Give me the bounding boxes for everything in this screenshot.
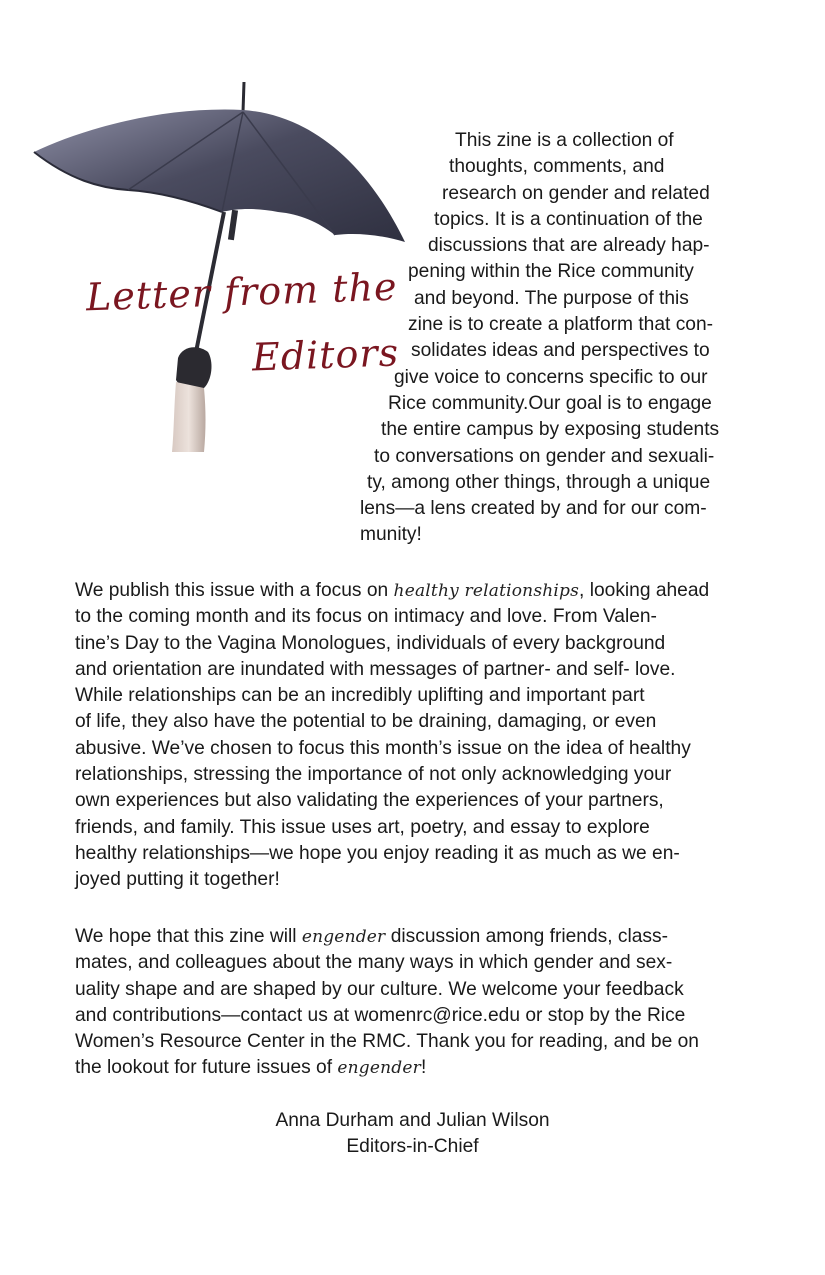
paragraph-line: friends, and family. This issue uses art, poetry, and essay to explore: [75, 816, 650, 838]
paragraph-line: While relationships can be an incredibly uplifting and important part: [75, 685, 645, 707]
intro-line: research on gender and related: [442, 182, 710, 204]
script-emphasis: engender: [337, 1058, 421, 1079]
intro-line: and beyond. The purpose of this: [414, 287, 689, 309]
paragraph-line: of life, they also have the potential to be draining, damaging, or even: [75, 711, 657, 733]
paragraph-line: We hope that this zine will engender discussion among friends, class-: [75, 926, 668, 947]
signature-block: [0, 1108, 825, 1161]
intro-line: Rice community.Our goal is to engage: [388, 392, 712, 414]
body-paragraph-2: [75, 924, 755, 1082]
intro-line: topics. It is a continuation of the: [434, 208, 703, 230]
intro-line: This zine is a collection of: [455, 130, 674, 151]
script-emphasis: healthy relationships: [393, 581, 580, 601]
paragraph-line: to the coming month and its focus on intimacy and love. From Valen-: [75, 606, 657, 628]
editor-names: Anna Durham and Julian Wilson: [275, 1110, 550, 1131]
script-emphasis: engender: [301, 927, 386, 947]
intro-line: lens—a lens created by and for our com-: [360, 498, 707, 520]
intro-line: zine is to create a platform that con-: [408, 314, 714, 336]
paragraph-line: uality shape and are shaped by our culture. We welcome your feedback: [75, 978, 684, 1000]
paragraph-line: healthy relationships—we hope you enjoy reading it as much as we en-: [75, 842, 680, 864]
intro-paragraph: [340, 128, 772, 549]
intro-line: munity!: [360, 524, 422, 546]
paragraph-line: Women’s Resource Center in the RMC. Thank you for reading, and be on: [75, 1031, 699, 1053]
paragraph-line: and orientation are inundated with messages of partner- and self- love.: [75, 658, 676, 680]
page-title-line-2: Editors: [251, 330, 400, 380]
paragraph-line: tine’s Day to the Vagina Monologues, individuals of every background: [75, 632, 666, 654]
paragraph-line: mates, and colleagues about the many ways in which gender and sex-: [75, 952, 673, 974]
paragraph-line: relationships, stressing the importance of not only acknowledging your: [75, 764, 672, 786]
paragraph-line: and contributions—contact us at womenrc@rice.edu or stop by the Rice: [75, 1004, 686, 1026]
intro-line: discussions that are already hap-: [428, 235, 710, 257]
page-title-line-1: Letter from the: [85, 264, 399, 320]
paragraph-line: We publish this issue with a focus on healthy relationships, looking ahead: [75, 580, 710, 601]
intro-line: the entire campus by exposing students: [381, 419, 720, 441]
paragraph-line: abusive. We’ve chosen to focus this month’s issue on the idea of healthy: [75, 737, 691, 759]
intro-line: pening within the Rice community: [408, 261, 694, 283]
paragraph-line: the lookout for future issues of engender!: [75, 1057, 427, 1079]
body-paragraph-1: [75, 578, 755, 894]
editor-role: Editors-in-Chief: [346, 1136, 479, 1158]
intro-line: thoughts, comments, and: [449, 156, 665, 178]
intro-line: to conversations on gender and sexuali-: [374, 445, 715, 467]
intro-line: solidates ideas and perspectives to: [411, 340, 710, 362]
intro-line: give voice to concerns specific to our: [394, 366, 708, 388]
intro-line: ty, among other things, through a unique: [367, 471, 711, 493]
paragraph-line: joyed putting it together!: [75, 869, 280, 891]
paragraph-line: own experiences but also validating the experiences of your partners,: [75, 790, 664, 812]
